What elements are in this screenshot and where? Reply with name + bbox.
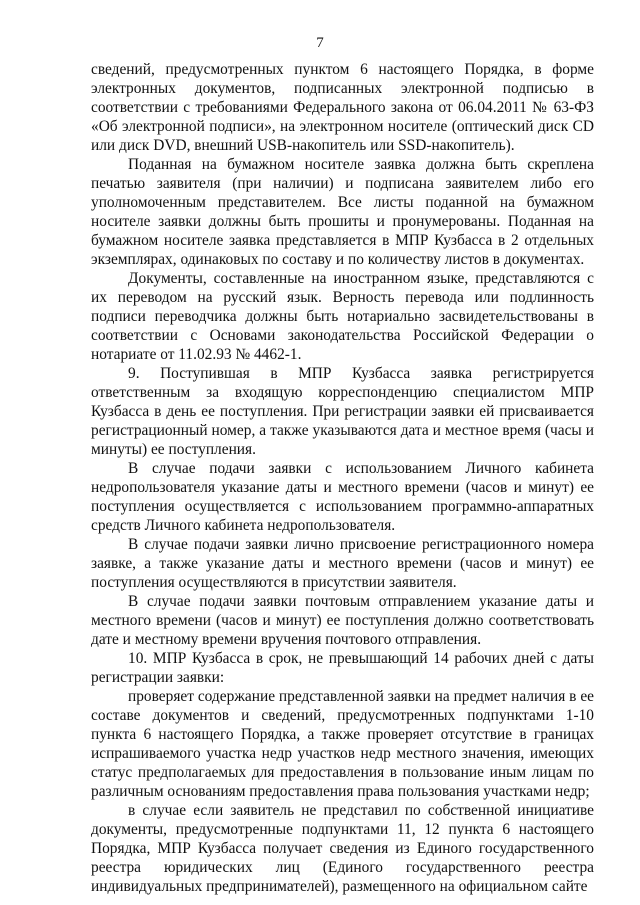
paragraph-item-10-term: 10. МПР Кузбасса в срок, не превышающий 14 рабочих дней с даты регистрации заявки: [91, 650, 594, 686]
paragraph-postal: В случае подачи заявки почтовым отправлением указание даты и местного времени (часов и минут) ее поступления должно соответствовать дате и местному времени вручения почтового отправления. [91, 593, 594, 648]
paragraph-item-9-registration: 9. Поступившая в МПР Кузбасса заявка регистрируется ответственным за входящую корреспонденцию специалистом МПР Кузбасса в день ее поступления. При регистрации заявки ей присваивается регистрационный номер, а также указываются дата и местное время (часы и минуты) ее поступления. [91, 365, 594, 458]
paragraph-registry-data: в случае если заявитель не представил по собственной инициативе документы, предусмотренные подпунктами 11, 12 пункта 6 настоящего Порядка, МПР Кузбасса получает сведения из Единого государственного реестра юридических лиц (Единого государственного реестра индивидуальных предпринимателей), размещенного на официальном сайте [91, 802, 594, 895]
paragraph-foreign-language: Документы, составленные на иностранном языке, представляются с их переводом на русский язык. Верность перевода или подлинность подписи переводчика должны быть нотариально засвидетельствованы в соответствии с Основами законодательства Российской Федерации о нотариате от 11.02.93 № 4462-1. [91, 270, 594, 363]
page-number: 7 [316, 35, 324, 51]
paragraph-in-person: В случае подачи заявки лично присвоение регистрационного номера заявке, а также указание даты и местного времени (часов и минут) ее поступления осуществляются в присутствии заявителя. [91, 536, 594, 591]
paragraph-checks-content: проверяет содержание представленной заявки на предмет наличия в ее составе документов и сведений, предусмотренных подпунктами 1-10 пункта 6 настоящего Порядка, а также проверяет отсутствие в границах испрашиваемого участка недр участков недр местного значения, имеющих статус предполагаемых для предоставления в пользование иным лицам по различным основаниям предоставления права пользования участками недр; [91, 688, 594, 800]
paragraph-personal-cabinet: В случае подачи заявки с использованием Личного кабинета недропользователя указание даты и местного времени (часов и минут) ее поступления осуществляется с использованием программно-аппаратных средств Личного кабинета недропользователя. [91, 460, 594, 534]
paragraph-paper-application: Поданная на бумажном носителе заявка должна быть скреплена печатью заявителя (при наличии) и подписана заявителем либо его уполномоченным представителем. Все листы поданной на бумажном носителе заявки должны быть прошиты и пронумерованы. Поданная на бумажном носителе заявка представляется в МПР Кузбасса в 2 отдельных экземплярах, одинаковых по составу и по количеству листов в документах. [91, 156, 594, 268]
document-body [91, 60, 594, 896]
paragraph-electronic-documents: сведений, предусмотренных пунктом 6 настоящего Порядка, в форме электронных документов, подписанных электронной подписью в соответствии с требованиями Федерального закона от 06.04.2011 № 63-ФЗ «Об электронной подписи», на электронном носителе (оптический диск CD или диск DVD, внешний USB-накопитель или SSD-накопитель). [91, 61, 594, 154]
